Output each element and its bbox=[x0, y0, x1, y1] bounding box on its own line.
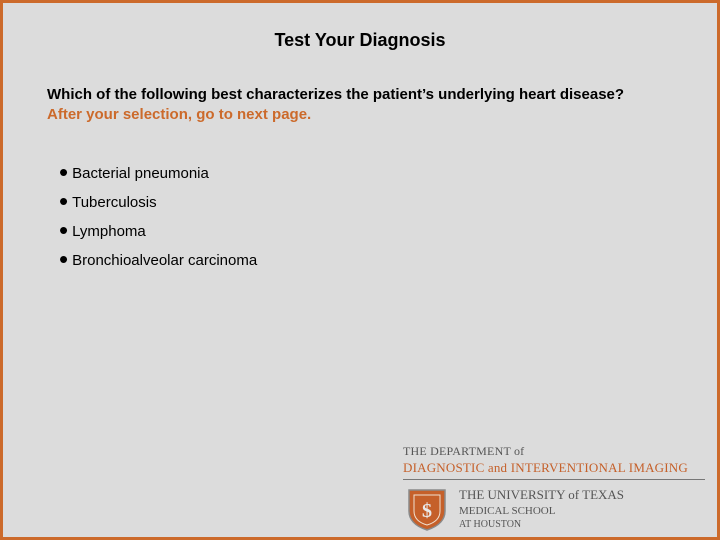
option-bronchioalveolar-carcinoma[interactable] bbox=[59, 243, 258, 275]
svg-text:$: $ bbox=[422, 500, 432, 522]
option-lymphoma[interactable] bbox=[59, 214, 257, 246]
logo-dept-line2: DIAGNOSTIC and INTERVENTIONAL IMAGING bbox=[403, 460, 688, 475]
question-hint: After your selection, go to next page. bbox=[47, 106, 312, 123]
option-label: Bronchioalveolar carcinoma bbox=[72, 252, 258, 269]
logo-divider bbox=[403, 479, 705, 480]
department-logo bbox=[403, 443, 708, 535]
logo-location: AT HOUSTON bbox=[459, 519, 522, 530]
bullet-icon: • bbox=[59, 156, 69, 187]
bullet-icon: • bbox=[59, 243, 69, 274]
bullet-icon: • bbox=[59, 185, 69, 216]
answer-options bbox=[59, 156, 258, 275]
question bbox=[47, 85, 647, 125]
option-label: Lymphoma bbox=[72, 223, 146, 240]
logo-dept-line1: THE DEPARTMENT of bbox=[403, 444, 525, 458]
question-text: Which of the following best characterizes the patient’s underlying heart disease? bbox=[47, 86, 625, 103]
logo-school: MEDICAL SCHOOL bbox=[459, 505, 556, 517]
bullet-icon: • bbox=[59, 214, 69, 245]
option-label: Bacterial pneumonia bbox=[72, 165, 209, 182]
ut-seal-icon bbox=[406, 487, 448, 531]
option-bacterial-pneumonia[interactable] bbox=[59, 156, 257, 188]
page-title: Test Your Diagnosis bbox=[274, 30, 446, 50]
option-tuberculosis[interactable] bbox=[59, 185, 257, 217]
option-label: Tuberculosis bbox=[72, 194, 157, 211]
logo-university: THE UNIVERSITY of TEXAS bbox=[459, 487, 625, 502]
